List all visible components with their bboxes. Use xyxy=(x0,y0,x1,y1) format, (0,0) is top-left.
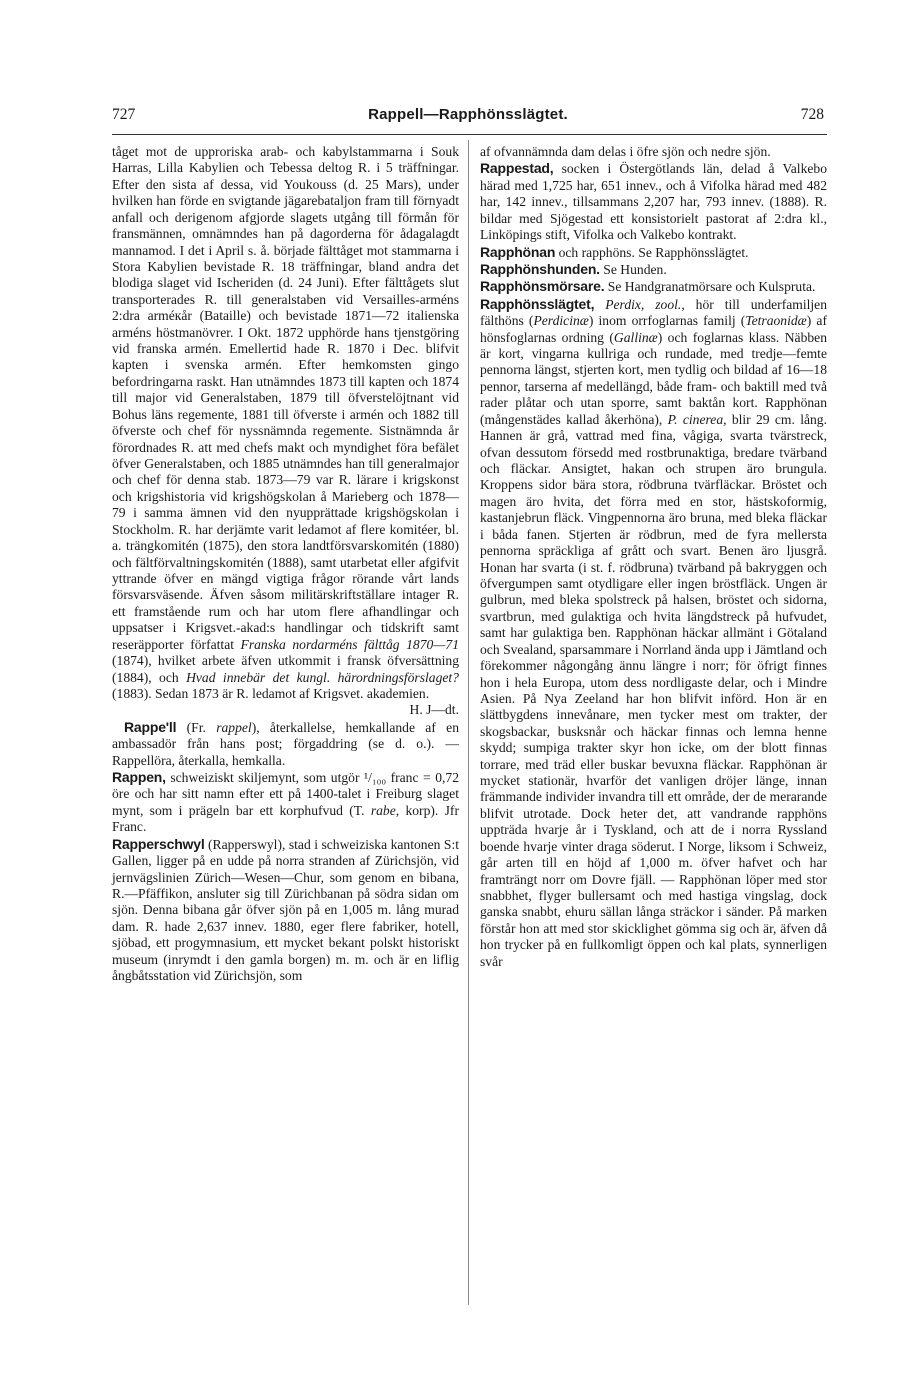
running-title: Rappell—Rapphönsslägtet. xyxy=(368,106,568,123)
headword: Rapperschwyl xyxy=(112,835,205,852)
continued-entry: tåget mot de upproriska arab- och kabylstammarna i Souk Harras, Lilla Kabylien och Tebessa deltog R. i 5 träffningar. Efter den sista af dessa, vid Youkouss (d. 25 Mars), under hvilken han förde en svigtande jägarebataljon fram till förnyadt anfall och derigenom afgjorde slagets utgång till förmån för fransmännen, omnämndes han på dagorderna för ådagalagdt mannamod. I det i April s. å. började fälttåget mot stammarna i Stora Kabylien bevistade R. 18 träffningar, bland andra det blodiga slaget vid Ischeriden (d. 24 Juni). Efter fälttågets slut transporterades R. till generalstaben vid Versailles-arméns 2:dra arméкår (Bataille) och bevistade 1871—72 italienska arméns höstmanövrer. I Okt. 1872 upphörde hans tjenstgöring vid franska armén. Emellertid hade R. 1870 i Dec. blifvit kapten i svenska armén. Efter hemkomsten gingo befordringarna raskt. Han utnämndes 1873 till kapten och 1874 till major vid Generalstaben, 1879 till öfverstelöjtnant vid Bohus läns regemente, 1881 till öfverste i armén och 1882 till öfverste och chef för nyssnämnda regemente. Sistnämnda år förordnades R. att med chefs makt och myndighet föra befälet öfver Generalstaben, och 1885 utnämndes han till generalmajor och chef för denna stab. 1873—79 var R. lärare i krigskonst och krigshistoria vid krigshögskolan å Marieberg och 1878—79 i samma ämnen vid den nyupprättade krigshögskolan i Stockholm. R. har derjämte varit ledamot af flere komitéer, bl. a. trängkomitén (1875), den stora landtförsvarskomitén (1880) och fältförvaltningskomitén (1888), samt utarbetat eller afgifvit yttrande öfver en mängd vigtiga frågor rörande vårt lands försvarsväsende. Äfven såsom militärskriftställare intager R. ett framstående rum och har utom flere afhandlingar och uppsatser i Krigsvet.-akad:s handlingar och tidskrift samt reseräpporter författat Franska nordarméns fälttåg 1870—71 (1874), hvilket arbete äfven utkommit i fransk öfversättning (1884), och Hvad innebär det kungl. härordningsförslaget? (1883). Sedan 1873 är R. ledamot af Krigsvet. akademien. xyxy=(112,144,459,701)
book-title: Hvad innebär det kungl. härordningsförslaget? xyxy=(186,669,459,685)
headword: Rapphönshunden. xyxy=(480,260,600,277)
page-number-left: 727 xyxy=(112,106,136,123)
headword: Rappe'll xyxy=(124,718,177,735)
header-rule xyxy=(112,134,827,135)
entry-rappestad: Rappestad, socken i Östergötlands län, delad å Valkebo härad med 1,725 har, 651 innev., och å Vifolka härad med 482 har, 142 innev., tillsammans 2,207 har, 793 innev. (1888). R. bildar med Sjögestad ett konsistorielt pastorat af 2:dra kl., Linköpings stift, Vifolka och Valkebo kontrakt. xyxy=(480,160,827,243)
entry-rappen: Rappen, schweiziskt skiljemynt, som utgör ¹/₁₀₀ franc = 0,72 öre och har sitt namn efter ett på 1400-talet i Freiburg slaget mynt, som i prägeln bar ett korphufvud (T. rabe, korp). Jfr Franc. xyxy=(112,769,459,835)
headword: Rappen, xyxy=(112,769,166,786)
author-signature: H. J—dt. xyxy=(409,702,459,718)
headword: Rapphönan xyxy=(480,243,556,260)
entry-rapperschwyl: Rapperschwyl (Rapperswyl), stad i schweiziska kantonen S:t Gallen, ligger på en udde på norra stranden af Zürichsjön, vid jernvägslinien Zürich—Wesen—Chur, som genom en bibana, R.—Pfäffikon, ansluter sig till Zürichbanan på södra sidan om sjön. Denna bibana går öfver sjön på en 1,005 m. lång murad dam. R. hade 2,637 innev. 1880, eger flere fabriker, hotell, sjöbad, ett progymnasium, ett mycket bekant polskt historiskt museum (inrymdt i den gamla borgen) m. m. och är en liflig ångbåtsstation vid Zürichsjön, som xyxy=(112,835,459,984)
page-number-right: 728 xyxy=(800,106,824,123)
entry-rapphonshunden: Rapphönshunden. Se Hunden. xyxy=(480,260,667,277)
entry-rapphonsslagtet: Rapphönsslägtet, Perdix, zool., hör till underfamiljen fälthöns (Perdicinæ) inom orrfoglarnas familj (Tetraonidæ) af hönsfoglarnas ordning (Gallinæ) och foglarnas klass. Näbben är kort, vingarna kullriga och rundade, med tredje—femte pennorna längst, stjerten kort, men tydlig och bildad af 16—18 pennor, tarserna af medellängd, både fram- och baktill med två rader plåtar och utan sporre, samt baktån kort. Rapphönan (mångenstädes kallad åkerhöna), P. cinerea, blir 29 cm. lång. Hannen är grå, vattrad med fina, vågiga, svarta tvärstreck, ofvan dessutom försedd med rostbrunaktiga, bredare tvärband och fläckar. Ansigtet, hakan och strupen äro brungula. Kroppens sidor bära stora, rödbruna tvärfläckar. Bröstet och magen äro hvita, det förra med en stor, hästskoformig, kastanjebrun fläck. Vingpennorna äro bruna, med bleka fläckar i båda fanen. Stjerten är rödbrun, med de fyra mellersta pennorna spräckliga af grått och svart. Benen äro ljusgrå. Honan har svarta (i st. f. rödbruna) tvärband på bakryggen och öfvergumpen samt otydligare eller ingen bröstfläck. Ungen är gulbrun, med bleka spolstreck på halsen, bröstet och sidorna, svartbrun, med gulaktiga och hvita längdstreck på hufvudet, samt har gulaktiga ben. Rapphönan häckar allmänt i Götaland och Svealand, sparsammare i Norrland ända upp i Jämtland och förekommer någongång ännu längre i norr; för öfrigt finnes hon i hela Europa, utom dess nordligaste delar, och i Mindre Asien. På Nya Zeeland har hon blifvit införd. Hon är en slättbygdens innevånare, men tycker mest om trakter, der skogsbackar, busksnår och häckar finnas och lemna henne skydd; sumpiga trakter skyr hon icke, om der blott finnas torrare, med träd eller buskar bevuxna fläckar. Rapphönan är mycket stationär, hvarför det vanligen dröjer länge, innan främmande individer invandra till ett område, der de merarande blifvit utrotade. Dock heter det, att vandrande rapphöns uppträda hvarje år i Tyskland, och att de i norra Ryssland boende hvarje vinter draga söderut. I Norge, liksom i Schweiz, går arten till en höjd af 1,000 m. öfver hafvet och har framträngt norr om Dovre fjäll. — Rapphönan löper med stor snabbhet, flyger bullersamt och med hastiga vingslag, dock ganska snabbt, ehuru sällan långa sträckor i sänder. På marken förstår hon att med stor skicklighet gömma sig och är, äfven då hon trycker på en fullkomligt öppen och kal plats, synnerligen svår xyxy=(480,295,828,969)
headword: Rapphönsmörsare. xyxy=(480,278,605,295)
continued-entry: af ofvannämnda dam delas i öfre sjön och nedre sjön. xyxy=(480,144,771,159)
column-divider xyxy=(468,140,469,1305)
book-title: Franska nordarméns fälttåg 1870—71 xyxy=(240,636,459,652)
page-header xyxy=(112,106,824,128)
headword: Rappestad, xyxy=(480,160,554,177)
entry-rapphonsmorsare: Rapphönsmörsare. Se Handgranatmörsare och Kulspruta. xyxy=(480,278,816,295)
headword: Rapphönsslägtet, xyxy=(480,295,595,312)
entry-rapphonan: Rapphönan och rapphöns. Se Rapphönsslägtet. xyxy=(480,243,749,260)
entry-rappell: Rappe'll (Fr. rappel), återkallelse, hemkallande af en ambassadör från hans post; förgaddring (se d. o.). — Rappellöra, återkalla, hemkalla. xyxy=(112,718,459,768)
left-column xyxy=(112,144,459,985)
right-column xyxy=(480,144,827,970)
